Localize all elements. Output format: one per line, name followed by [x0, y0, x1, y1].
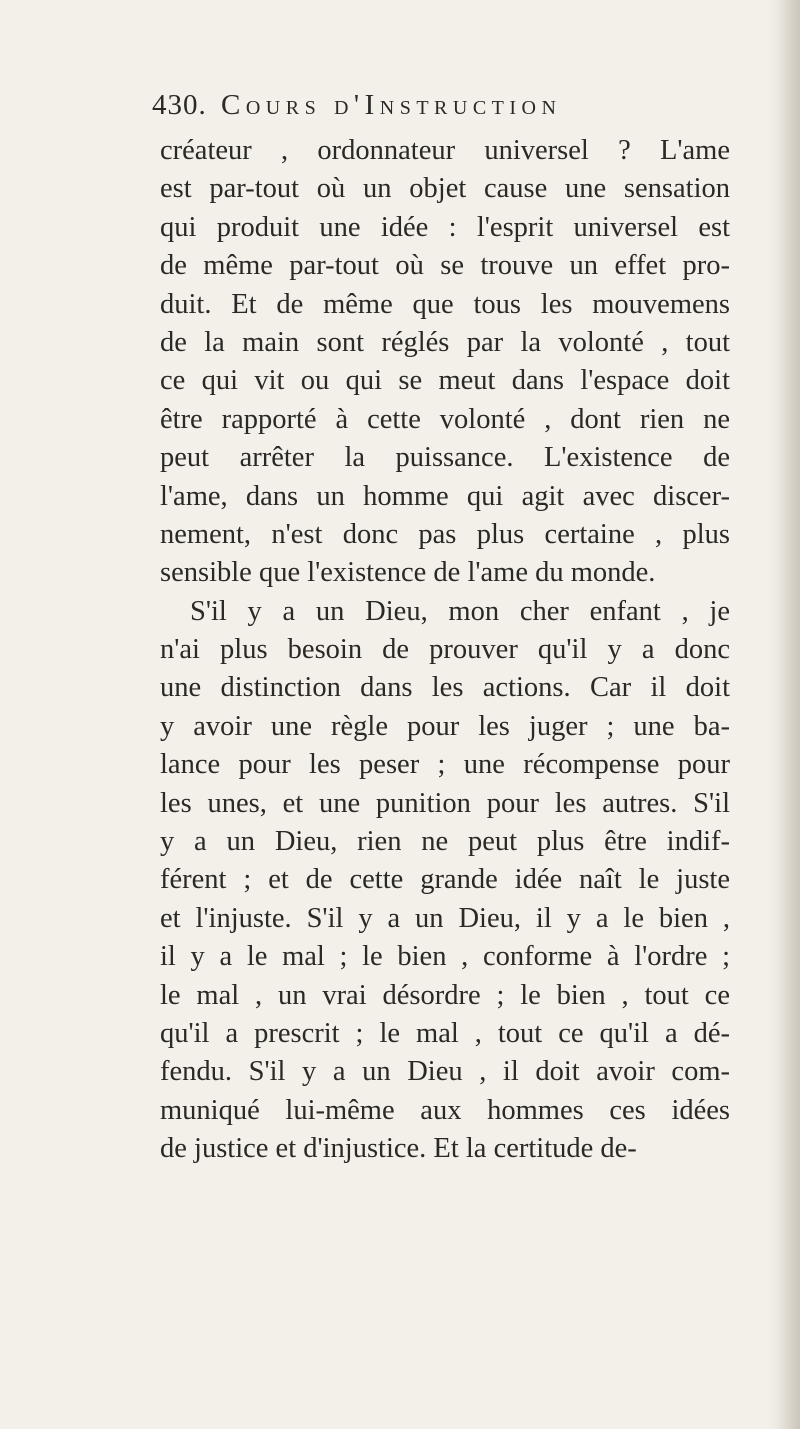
text-line: créateur , ordonnateur universel ? L'ame	[160, 135, 730, 166]
text-line: duit. Et de même que tous les mouvemens	[160, 288, 730, 320]
running-head	[152, 88, 712, 122]
text-line: qui produit une idée : l'esprit universel est	[160, 211, 730, 243]
text-line: être rapporté à cette volonté , dont rien ne	[160, 403, 730, 435]
text-line: de justice et d'injustice. Et la certitude de-	[160, 1133, 637, 1165]
text-line: les unes, et une punition pour les autres. S'il	[160, 787, 730, 819]
text-line: il y a le mal ; le bien , conforme à l'ordre ;	[160, 941, 730, 973]
text-line: l'ame, dans un homme qui agit avec discer-	[160, 480, 730, 512]
text-line: qu'il a prescrit ; le mal , tout ce qu'il a dé-	[160, 1017, 730, 1049]
page-number: 430.	[152, 89, 207, 121]
running-title: Cours d'Instruction	[221, 89, 562, 121]
text-line: n'ai plus besoin de prouver qu'il y a donc	[160, 634, 730, 666]
text-line: fendu. S'il y a un Dieu , il doit avoir com-	[160, 1056, 730, 1088]
text-line: peut arrêter la puissance. L'existence de	[160, 442, 730, 474]
page-edge-shadow	[778, 0, 800, 1429]
text-line: et l'injuste. S'il y a un Dieu, il y a le bien ,	[160, 902, 730, 934]
text-line: est par-tout où un objet cause une sensation	[160, 173, 730, 205]
text-line: y avoir une règle pour les juger ; une ba-	[160, 710, 730, 742]
text-line: nement, n'est donc pas plus certaine , plus	[160, 518, 730, 550]
body-text	[160, 132, 730, 1169]
text-line: le mal , un vrai désordre ; le bien , tout ce	[160, 979, 730, 1011]
text-line: de la main sont réglés par la volonté , tout	[160, 326, 730, 358]
text-line: S'il y a un Dieu, mon cher enfant , je	[190, 595, 730, 627]
text-line: ce qui vit ou qui se meut dans l'espace doit	[160, 365, 730, 397]
text-line: sensible que l'existence de l'ame du monde.	[160, 557, 656, 589]
text-line: une distinction dans les actions. Car il doit	[160, 672, 730, 704]
text-line: muniqué lui-même aux hommes ces idées	[160, 1094, 730, 1126]
text-line: férent ; et de cette grande idée naît le juste	[160, 864, 730, 896]
text-line: de même par-tout où se trouve un effet pro-	[160, 250, 730, 282]
text-line: y a un Dieu, rien ne peut plus être indif-	[160, 826, 730, 858]
text-line: lance pour les peser ; une récompense pour	[160, 749, 730, 781]
